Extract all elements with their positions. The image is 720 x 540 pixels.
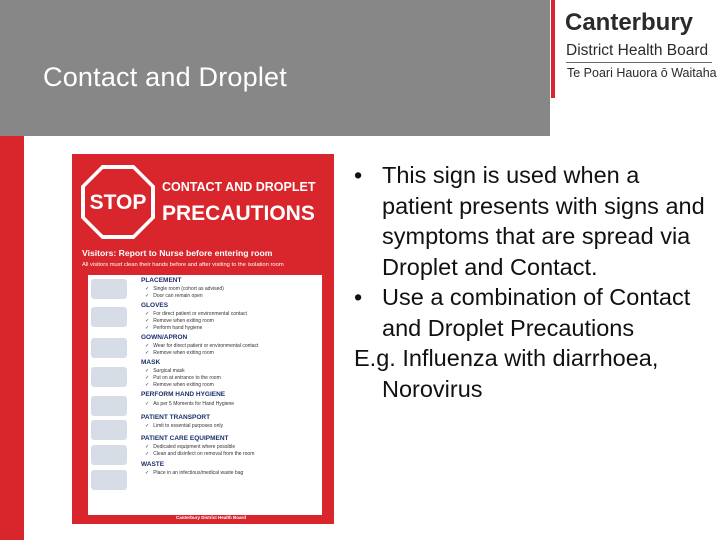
section-heading: PLACEMENT — [141, 277, 182, 284]
section-line: ✓ Perform hand hygiene — [145, 325, 202, 331]
bullet-item — [354, 282, 714, 343]
hand-hygiene-photo-icon — [91, 396, 127, 416]
precautions-poster — [72, 154, 334, 524]
section-heading: GLOVES — [141, 302, 169, 309]
section-heading: PATIENT TRANSPORT — [141, 414, 211, 421]
mask-photo-icon — [91, 367, 127, 387]
section-line: ✓ Surgical mask — [145, 368, 185, 374]
poster-title-line2: PRECAUTIONS — [162, 202, 315, 225]
section-heading: PATIENT CARE EQUIPMENT — [141, 435, 229, 442]
gown-photo-icon — [91, 338, 127, 358]
section-line: ✓ Remove when exiting room — [145, 318, 214, 324]
stop-sign-text: STOP — [89, 191, 147, 214]
equipment-photo-icon — [91, 445, 127, 465]
slide-title: Contact and Droplet — [43, 62, 287, 92]
section-line: ✓ Dedicated equipment where possible — [145, 444, 235, 450]
poster-footer-logo: Canterbury District Health Board — [176, 515, 247, 520]
waste-bag-photo-icon — [91, 470, 127, 490]
door-photo-icon — [91, 279, 127, 299]
gloves-photo-icon — [91, 307, 127, 327]
section-line: ✓ Limit to essential purposes only — [145, 423, 223, 429]
logo-accent-bar — [551, 0, 555, 98]
logo-maori-name: Te Poari Hauora ō Waitaha — [567, 66, 717, 80]
section-line: ✓ Single room (cohort as advised) — [145, 286, 224, 292]
section-line: ✓ For direct patient or environmental contact — [145, 311, 247, 317]
poster-title-line1: CONTACT AND DROPLET — [162, 180, 316, 194]
bullet-dot-icon: • — [354, 162, 363, 188]
section-line: ✓ Put on at entrance to the room — [145, 375, 221, 381]
logo-name: Canterbury — [565, 9, 694, 36]
bullet-dot-icon: • — [354, 284, 363, 310]
section-heading: WASTE — [141, 461, 165, 468]
bullet-text: Use a combination of Contact and Droplet Precautions — [382, 284, 691, 341]
bullet-item — [354, 160, 714, 282]
bullet-list — [354, 160, 714, 404]
stop-sign-icon — [80, 164, 156, 240]
logo-subtitle: District Health Board — [566, 42, 709, 59]
transport-photo-icon — [91, 420, 127, 440]
bullet-text: This sign is used when a patient presents with signs and symptoms that are spread via Droplet and Contact. — [382, 162, 705, 280]
section-heading: MASK — [141, 359, 161, 366]
section-line: ✓ Wear for direct patient or environmental contact — [145, 343, 258, 349]
logo-divider — [566, 62, 712, 63]
poster-visitors-heading: Visitors: Report to Nurse before entering room — [82, 248, 273, 258]
poster-visitors-note: All visitors must clean their hands before and after visiting to the isolation room — [82, 262, 284, 268]
section-line: ✓ Door can remain open — [145, 293, 203, 299]
section-line: ✓ As per 5 Moments for Hand Hygiene — [145, 401, 234, 407]
section-heading: PERFORM HAND HYGIENE — [141, 391, 226, 398]
example-text: E.g. Influenza with diarrhoea, Norovirus — [354, 345, 659, 402]
section-line: ✓ Remove when exiting room — [145, 350, 214, 356]
left-red-strip — [0, 136, 24, 540]
section-line: ✓ Place in an infectious/medical waste bag — [145, 470, 243, 476]
poster-instructions-panel — [88, 275, 322, 515]
section-heading: GOWN/APRON — [141, 334, 188, 341]
section-line: ✓ Clean and disinfect on removal from the room — [145, 451, 254, 457]
section-line: ✓ Remove when exiting room — [145, 382, 214, 388]
